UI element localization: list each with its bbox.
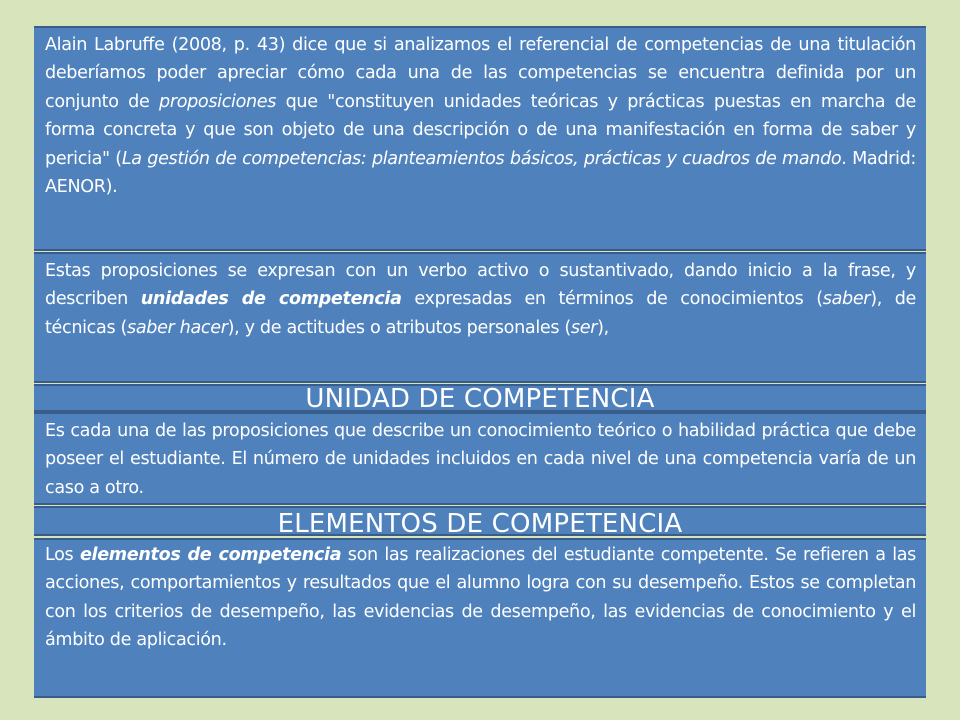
unidad-definition-box: [34, 412, 926, 505]
elementos-de-competencia-heading: ELEMENTOS DE COMPETENCIA: [277, 509, 683, 536]
proposiciones-paragraph: Estas proposiciones se expresan con un verbo activo o sustantivado, dando inicio a la frase, y describen unidades de competencia expresadas en términos de conocimientos (saber), de técnicas (saber hacer), y de actitudes o atributos personales (ser),: [45, 261, 916, 338]
elementos-definition-paragraph: Los elementos de competencia son las realizaciones del estudiante competente. Se refieren a las acciones, comportamientos y resultados que el alumno logra con su desempeño. Estos se completan con los criterios de desempeño, las evidencias de desempeño, las evidencias de conocimiento y el ámbito de aplicación.: [45, 545, 916, 651]
unidad-heading-box: [34, 384, 926, 412]
unidad-definition-paragraph: Es cada una de las proposiciones que describe un conocimiento teórico o habilidad práctica que debe poseer el estudiante. El número de unidades incluidos en cada nivel de una competencia varía de un caso a otro.: [45, 421, 916, 498]
labruffe-citation-box: [34, 26, 926, 251]
proposiciones-box: [34, 252, 926, 383]
proposiciones-term: proposiciones: [159, 91, 277, 112]
elementos-heading-box: [34, 506, 926, 536]
elementos-definition-box: [34, 538, 926, 698]
saber-hacer-term: saber hacer: [127, 317, 228, 338]
ser-term: ser: [570, 317, 598, 338]
unidad-de-competencia-heading: UNIDAD DE COMPETENCIA: [305, 384, 655, 412]
unidades-de-competencia-term: unidades de competencia: [140, 289, 402, 310]
labruffe-citation-paragraph: Alain Labruffe (2008, p. 43) dice que si analizamos el referencial de competencias de una titulación deberíamos poder apreciar cómo cada una de las competencias se encuentra definida por un conjunto de proposiciones que "constituyen unidades teóricas y prácticas puestas en marcha de forma concreta y que son objeto de una descripción o de una manifestación en forma de saber y pericia" (La gestión de competencias: planteamientos básicos, prácticas y cuadros de mando. Madrid: AENOR).: [45, 35, 916, 198]
saber-term: saber: [822, 289, 871, 310]
book-title: La gestión de competencias: planteamientos básicos, prácticas y cuadros de mando: [121, 148, 842, 169]
elementos-de-competencia-term: elementos de competencia: [79, 545, 342, 565]
